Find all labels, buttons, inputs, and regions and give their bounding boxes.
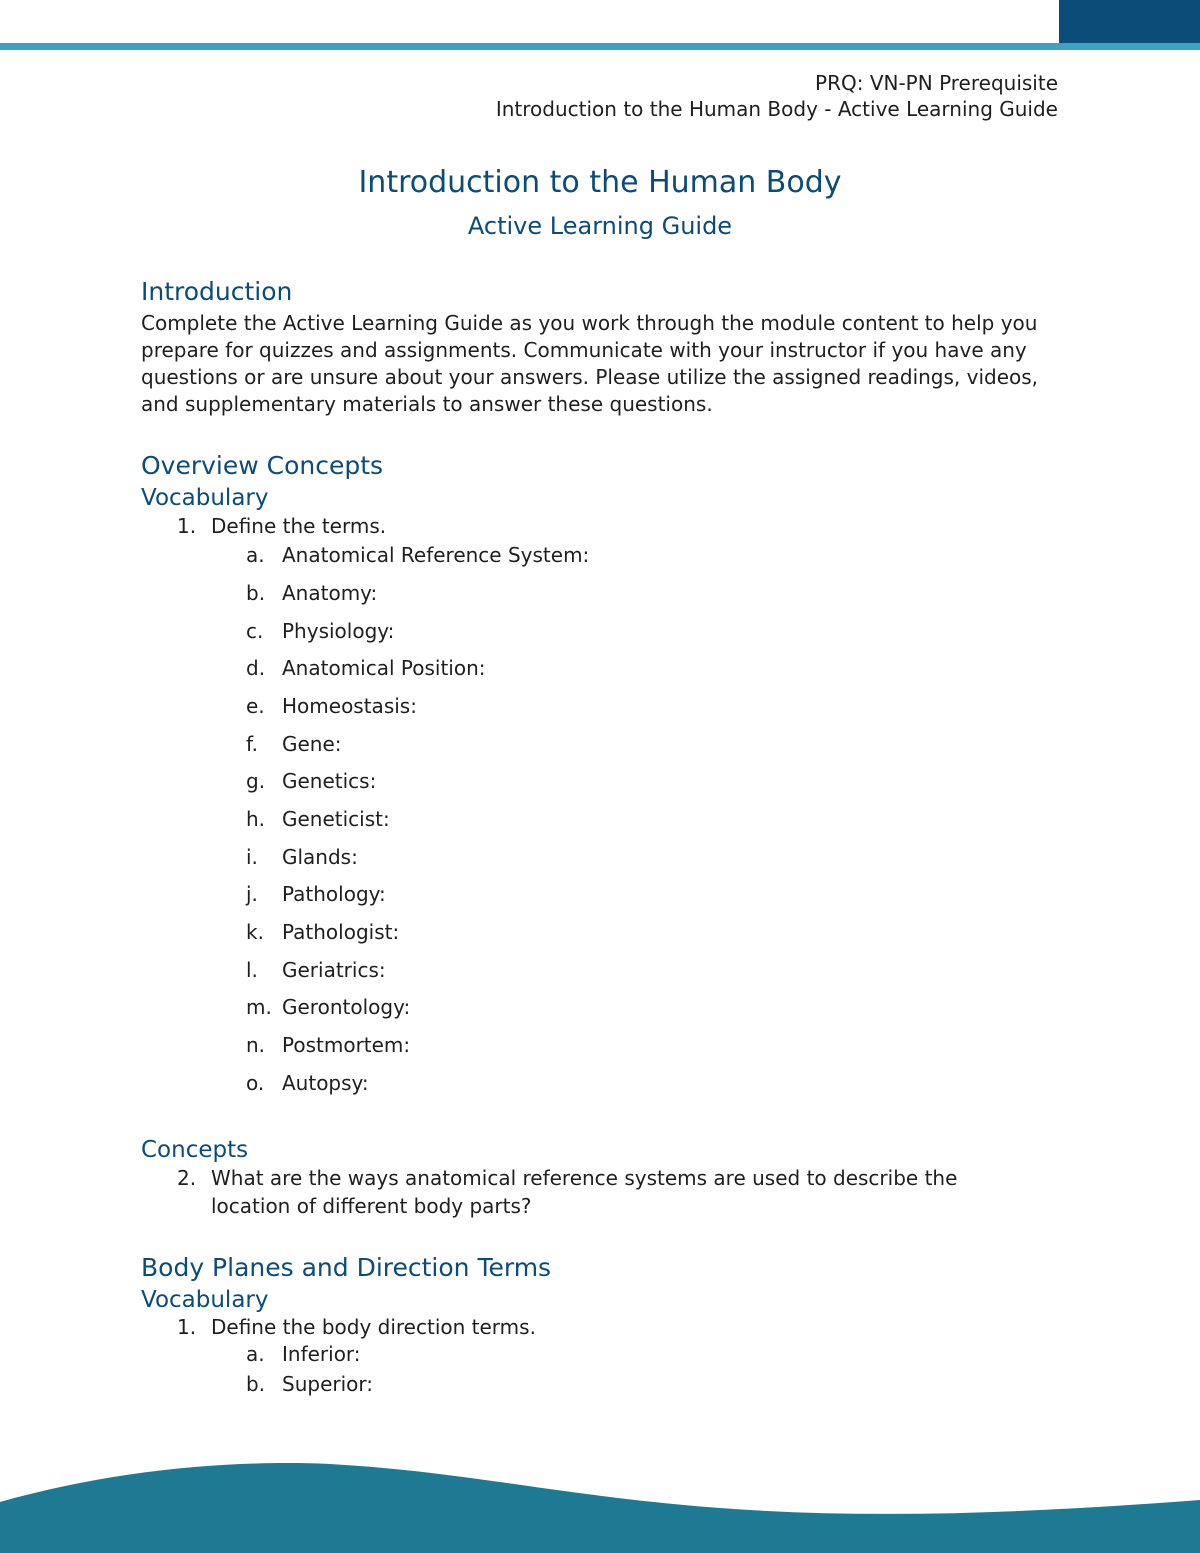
list-item-letter: i. bbox=[246, 845, 258, 869]
list-item-letter: f. bbox=[246, 732, 258, 756]
list-item: Anatomy: bbox=[282, 581, 378, 605]
list-item-letter: b. bbox=[246, 581, 266, 605]
question-text: Define the body direction terms. bbox=[211, 1315, 536, 1339]
list-item: Autopsy: bbox=[282, 1071, 369, 1095]
list-item-letter: h. bbox=[246, 807, 266, 831]
section-heading-overview: Overview Concepts bbox=[141, 451, 384, 480]
introduction-paragraph: Complete the Active Learning Guide as you work through the module content to help you prepare for quizzes and assignments. Communicate with your instructor if you have any questions or are unsure about your answers. Please utilize the assigned readings, videos, and supplementary materials to answer these questions. bbox=[141, 311, 1039, 416]
question-number: 1. bbox=[177, 514, 197, 538]
list-item: Geneticist: bbox=[282, 807, 390, 831]
list-item: Gene: bbox=[282, 732, 342, 756]
list-item-letter: l. bbox=[246, 958, 258, 982]
list-item-letter: j. bbox=[246, 882, 258, 906]
subheading-vocabulary: Vocabulary bbox=[141, 485, 269, 511]
list-item: Pathologist: bbox=[282, 920, 400, 944]
question-number: 2. bbox=[177, 1166, 197, 1190]
list-item: Physiology: bbox=[282, 619, 395, 643]
list-item-letter: k. bbox=[246, 920, 264, 944]
list-item: Postmortem: bbox=[282, 1033, 411, 1057]
document-title: Introduction to the Human Body bbox=[358, 165, 842, 200]
header-accent-rule bbox=[0, 43, 1200, 50]
list-item: Superior: bbox=[282, 1372, 373, 1396]
header-corner-block bbox=[1059, 0, 1200, 43]
list-item: Homeostasis: bbox=[282, 694, 417, 718]
list-item-letter: b. bbox=[246, 1372, 266, 1396]
list-item: Geriatrics: bbox=[282, 958, 386, 982]
question-text-continued: location of different body parts? bbox=[211, 1194, 532, 1218]
running-header-course: PRQ: VN-PN Prerequisite bbox=[815, 71, 1058, 95]
section-heading-introduction: Introduction bbox=[141, 277, 293, 306]
running-header-document: Introduction to the Human Body - Active Learning Guide bbox=[495, 97, 1058, 121]
list-item-letter: e. bbox=[246, 694, 265, 718]
list-item-letter: n. bbox=[246, 1033, 266, 1057]
document-subtitle: Active Learning Guide bbox=[467, 212, 733, 240]
list-item: Genetics: bbox=[282, 769, 377, 793]
subheading-concepts: Concepts bbox=[141, 1137, 249, 1163]
question-text: Define the terms. bbox=[211, 514, 387, 538]
list-item: Anatomical Position: bbox=[282, 656, 486, 680]
question-number: 1. bbox=[177, 1315, 197, 1339]
list-item-letter: c. bbox=[246, 619, 264, 643]
question-text: What are the ways anatomical reference systems are used to describe the bbox=[211, 1166, 958, 1190]
section-heading-body-planes: Body Planes and Direction Terms bbox=[141, 1253, 552, 1282]
footer-wave-shape bbox=[0, 1463, 1200, 1553]
footer-wave bbox=[0, 1430, 1200, 1553]
list-item-letter: a. bbox=[246, 543, 265, 567]
list-item: Anatomical Reference System: bbox=[282, 543, 590, 567]
running-header bbox=[496, 70, 1058, 122]
list-item: Glands: bbox=[282, 845, 358, 869]
list-item: Pathology: bbox=[282, 882, 386, 906]
list-item-letter: a. bbox=[246, 1342, 265, 1366]
subheading-vocabulary: Vocabulary bbox=[141, 1287, 269, 1313]
list-item-letter: o. bbox=[246, 1071, 265, 1095]
list-item: Gerontology: bbox=[282, 995, 411, 1019]
list-item-letter: g. bbox=[246, 769, 266, 793]
list-item-letter: d. bbox=[246, 656, 266, 680]
list-item-letter: m. bbox=[246, 995, 272, 1019]
list-item: Inferior: bbox=[282, 1342, 361, 1366]
